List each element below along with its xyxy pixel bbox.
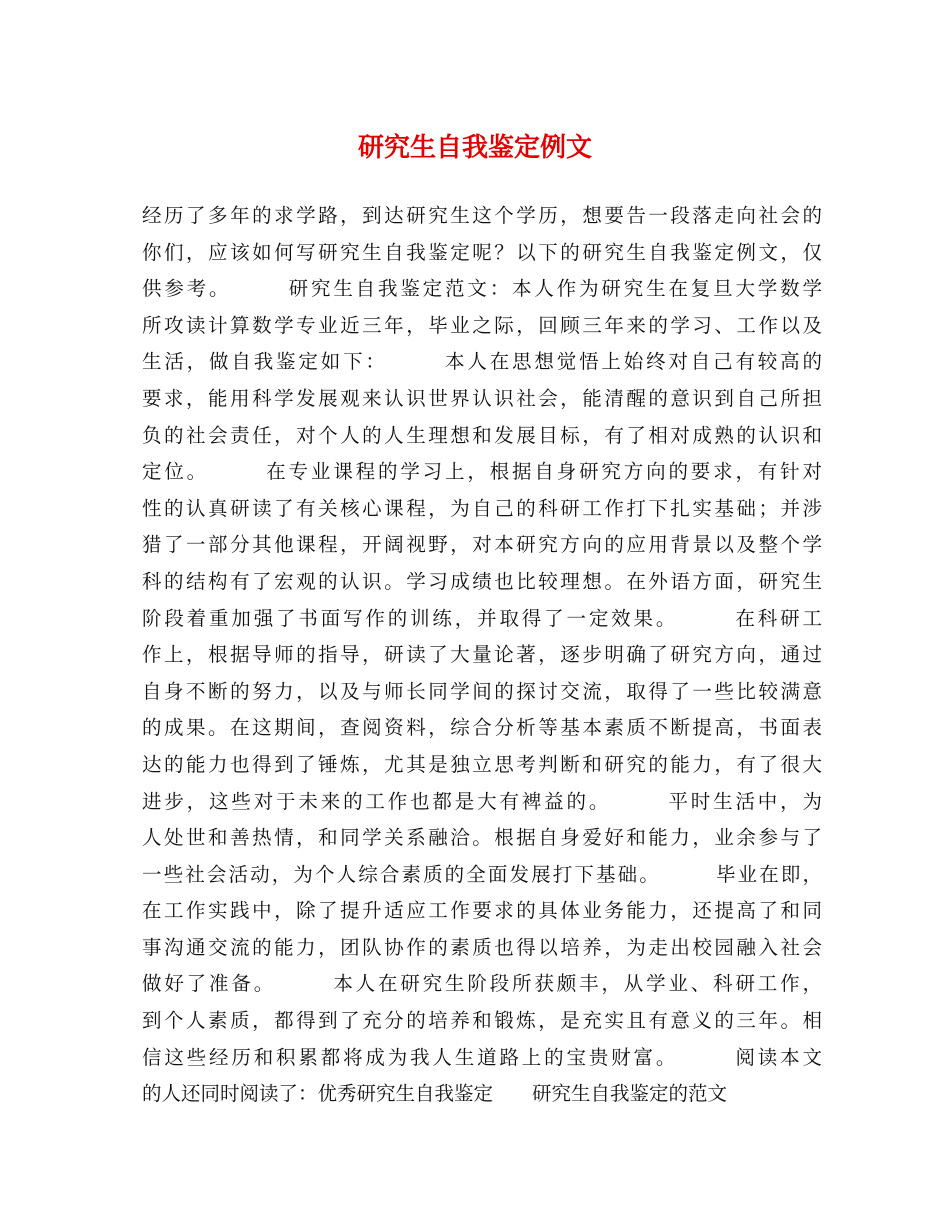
document-title: 研究生自我鉴定例文 [357,133,592,163]
body-line: 作上，根据导师的指导，研读了大量论著，逐步明确了研究方向，通过 [142,643,822,667]
body-line: 的成果。在这期间，查阅资料，综合分析等基本素质不断提高，书面表 [142,716,822,740]
body-line: 定位。 在专业课程的学习上，根据自身研究方向的要求，有针对 [142,460,822,484]
body-line: 人处世和善热情，和同学关系融洽。根据自身爱好和能力，业余参与了 [142,826,822,850]
body-line: 经历了多年的求学路，到达研究生这个学历，想要告一段落走向社会的 [142,204,822,227]
body-line: 到个人素质，都得到了充分的培养和锻炼，是充实且有意义的三年。相 [142,1009,822,1033]
body-line: 自身不断的努力，以及与师长同学间的探讨交流，取得了一些比较满意 [142,679,822,703]
body-line: 一些社会活动，为个人综合素质的全面发展打下基础。 毕业在即， [142,862,822,886]
body-line: 科的结构有了宏观的认识。学习成绩也比较理想。在外语方面，研究生 [142,569,822,593]
body-line: 信这些经历和积累都将成为我人生道路上的宝贵财富。 阅读本文 [142,1045,822,1069]
body-line: 事沟通交流的能力，团队协作的素质也得以培养，为走出校园融入社会 [142,935,822,959]
body-line-last: 的人还同时阅读了：优秀研究生自我鉴定 研究生自我鉴定的范文 [142,1082,728,1106]
body-line: 生活，做自我鉴定如下： 本人在思想觉悟上始终对自己有较高的 [142,350,822,374]
body-line: 供参考。 研究生自我鉴定范文：本人作为研究生在复旦大学数学 [142,277,822,301]
body-line: 做好了准备。 本人在研究生阶段所获颇丰，从学业、科研工作， [142,972,822,996]
body-line: 在工作实践中，除了提升适应工作要求的具体业务能力，还提高了和同 [142,899,822,923]
body-line: 你们，应该如何写研究生自我鉴定呢？以下的研究生自我鉴定例文，仅 [142,240,822,264]
body-line: 负的社会责任，对个人的人生理想和发展目标，有了相对成熟的认识和 [142,423,822,447]
body-line: 性的认真研读了有关核心课程，为自己的科研工作打下扎实基础；并涉 [142,496,822,520]
body-line: 猎了一部分其他课程，开阔视野，对本研究方向的应用背景以及整个学 [142,533,822,557]
body-line: 阶段着重加强了书面写作的训练，并取得了一定效果。 在科研工 [142,606,822,630]
body-line: 进步，这些对于未来的工作也都是大有裨益的。 平时生活中，为 [142,789,822,813]
body-line: 所攻读计算数学专业近三年，毕业之际，回顾三年来的学习、工作以及 [142,313,822,337]
document-body [142,198,822,1113]
body-line: 要求，能用科学发展观来认识世界认识社会，能清醒的意识到自己所担 [142,386,822,410]
body-line: 达的能力也得到了锤炼，尤其是独立思考判断和研究的能力，有了很大 [142,752,822,776]
